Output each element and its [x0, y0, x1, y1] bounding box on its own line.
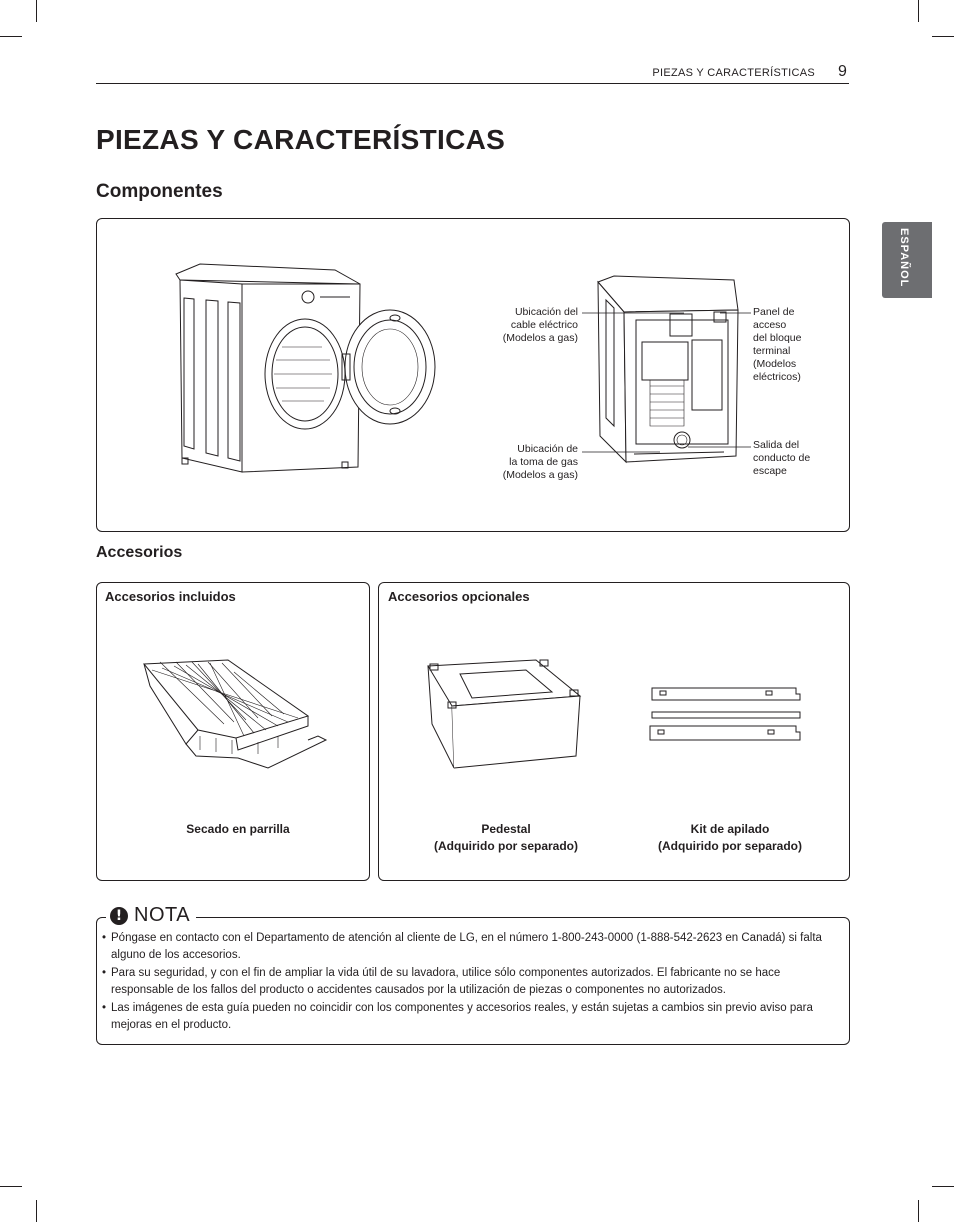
warning-icon: ! [110, 907, 128, 925]
note-item: • Las imágenes de esta guía pueden no coincidir con los componentes y accesorios reales, y están sujetas a cambios sin previo aviso para mejoras en el producto. [102, 1000, 844, 1034]
optional-accessories-title: Accesorios opcionales [388, 589, 530, 604]
crop-mark [918, 1200, 919, 1222]
note-title [106, 904, 196, 927]
stacking-kit-note: (Adquirido por separado) [658, 839, 802, 853]
components-heading: Componentes [96, 181, 223, 202]
label-exhaust-outlet: Salida del conducto de escape [753, 439, 811, 477]
stacking-kit-name: Kit de apilado [690, 822, 770, 836]
drying-rack-caption: Secado en parrilla [186, 822, 290, 836]
pedestal-name: Pedestal [481, 822, 531, 836]
note-item: • Para su seguridad, y con el fin de ampliar la vida útil de su lavadora, utilice sólo componentes autorizados. El fabricante no se hace responsable de los fallos del producto o accidentes causados por la utilización de piezas o componentes no autorizados. [102, 965, 844, 999]
note-list [102, 930, 844, 1035]
crop-mark [36, 1200, 37, 1222]
stacking-kit-caption [630, 821, 830, 855]
running-header: PIEZAS Y CARACTERÍSTICAS [652, 67, 815, 79]
accessories-heading: Accesorios [96, 544, 183, 561]
pedestal-illustration [424, 660, 584, 770]
pedestal-caption [406, 821, 606, 855]
included-accessories-title: Accesorios incluidos [105, 589, 236, 604]
note-item: • Póngase en contacto con el Departamento de atención al cliente de LG, en el número 1-800-243-0000 (1-888-542-2623 en Canadá) si falta alguno de los accesorios. [102, 930, 844, 964]
pedestal-note: (Adquirido por separado) [434, 839, 578, 853]
note-title-text: NOTA [134, 904, 191, 926]
drying-rack-illustration [138, 660, 333, 772]
page-number: 9 [838, 63, 847, 80]
stacking-kit-illustration [646, 686, 806, 746]
label-leader-lines [0, 0, 954, 600]
language-tab-label: ESPAÑOL [898, 228, 910, 288]
label-gas-inlet-location: Ubicación de la toma de gas (Modelos a gas) [502, 443, 578, 481]
label-power-cord-location: Ubicación del cable eléctrico (Modelos a gas) [502, 306, 578, 344]
crop-mark [932, 1186, 954, 1187]
label-terminal-block-panel: Panel de acceso del bloque terminal (Modelos eléctricos) [753, 306, 802, 383]
page-title: PIEZAS Y CARACTERÍSTICAS [96, 124, 506, 155]
crop-mark [0, 1186, 22, 1187]
